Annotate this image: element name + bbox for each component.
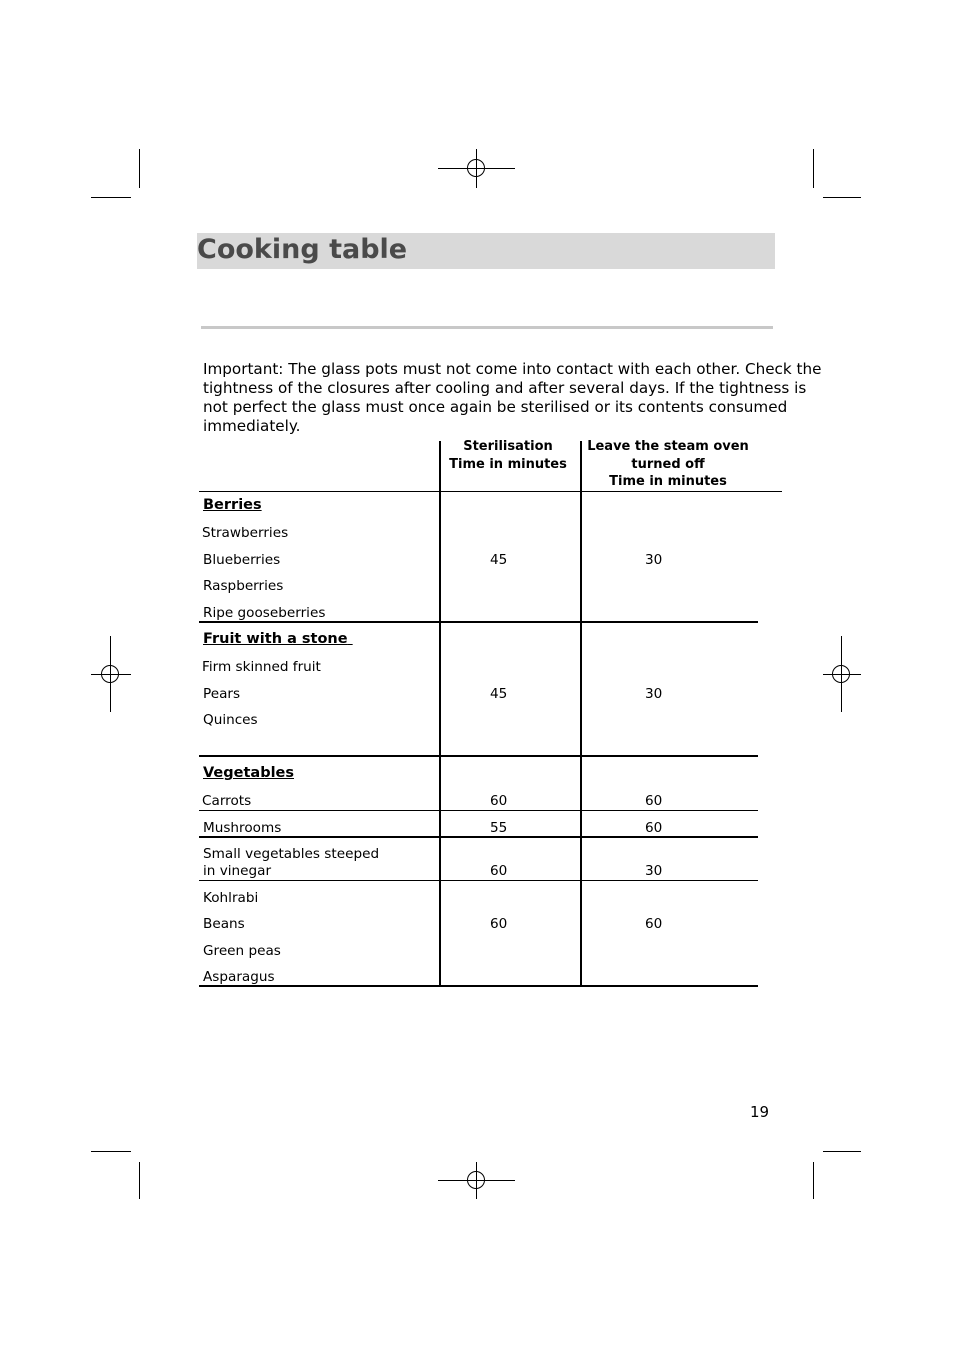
list-item: Beans xyxy=(203,916,245,932)
steam-oven-value: 60 xyxy=(645,820,663,836)
list-item: Asparagus xyxy=(203,969,275,985)
list-item: Mushrooms xyxy=(203,820,282,836)
steam-oven-value: 30 xyxy=(645,686,663,702)
row-rule xyxy=(199,880,758,881)
row-rule xyxy=(199,985,758,987)
sterilisation-value: 55 xyxy=(490,820,508,836)
list-item: Firm skinned fruit xyxy=(202,659,321,675)
list-item: Quinces xyxy=(203,712,258,728)
row-rule xyxy=(199,810,758,811)
row-rule xyxy=(199,755,758,757)
list-item: Blueberries xyxy=(203,552,281,568)
sterilisation-value: 45 xyxy=(490,686,508,702)
group-heading-vegetables: Vegetables xyxy=(203,765,295,781)
sterilisation-value: 60 xyxy=(490,793,508,809)
list-item: Small vegetables steeped in vinegar xyxy=(203,846,380,879)
column-header-sterilisation: Sterilisation Time in minutes xyxy=(449,439,567,472)
steam-oven-value: 60 xyxy=(645,793,663,809)
page-number: 19 xyxy=(750,1103,770,1121)
group-heading-berries: Berries xyxy=(203,497,262,513)
steam-oven-value: 30 xyxy=(645,552,663,568)
sterilisation-value: 60 xyxy=(490,916,508,932)
list-item: Pears xyxy=(203,686,241,702)
list-item: Green peas xyxy=(203,943,281,959)
list-item: Ripe gooseberries xyxy=(203,605,326,621)
group-heading-stone-fruit: Fruit with a stone xyxy=(203,631,348,647)
list-item: Raspberries xyxy=(203,578,284,594)
header-rule xyxy=(199,491,782,492)
row-rule xyxy=(199,621,758,623)
column-header-steam-oven: Leave the steam oven turned off Time in minutes xyxy=(587,439,749,489)
list-item: Strawberries xyxy=(202,525,289,541)
row-rule xyxy=(199,836,758,838)
title-bar xyxy=(197,233,775,269)
page-title: Cooking table xyxy=(197,234,408,265)
sterilisation-value: 45 xyxy=(490,552,508,568)
list-item: Kohlrabi xyxy=(203,890,259,906)
column-divider xyxy=(580,441,582,987)
column-divider xyxy=(439,441,441,987)
sterilisation-value: 60 xyxy=(490,863,508,879)
intro-text: Important: The glass pots must not come into contact with each other. Check the tightness of the closures after cooling and after several days. If the tightness is not perfect the glass must once again be sterilised or its contents consumed immediately. xyxy=(203,360,822,435)
steam-oven-value: 30 xyxy=(645,863,663,879)
list-item: Carrots xyxy=(202,793,252,809)
divider xyxy=(201,326,773,329)
steam-oven-value: 60 xyxy=(645,916,663,932)
